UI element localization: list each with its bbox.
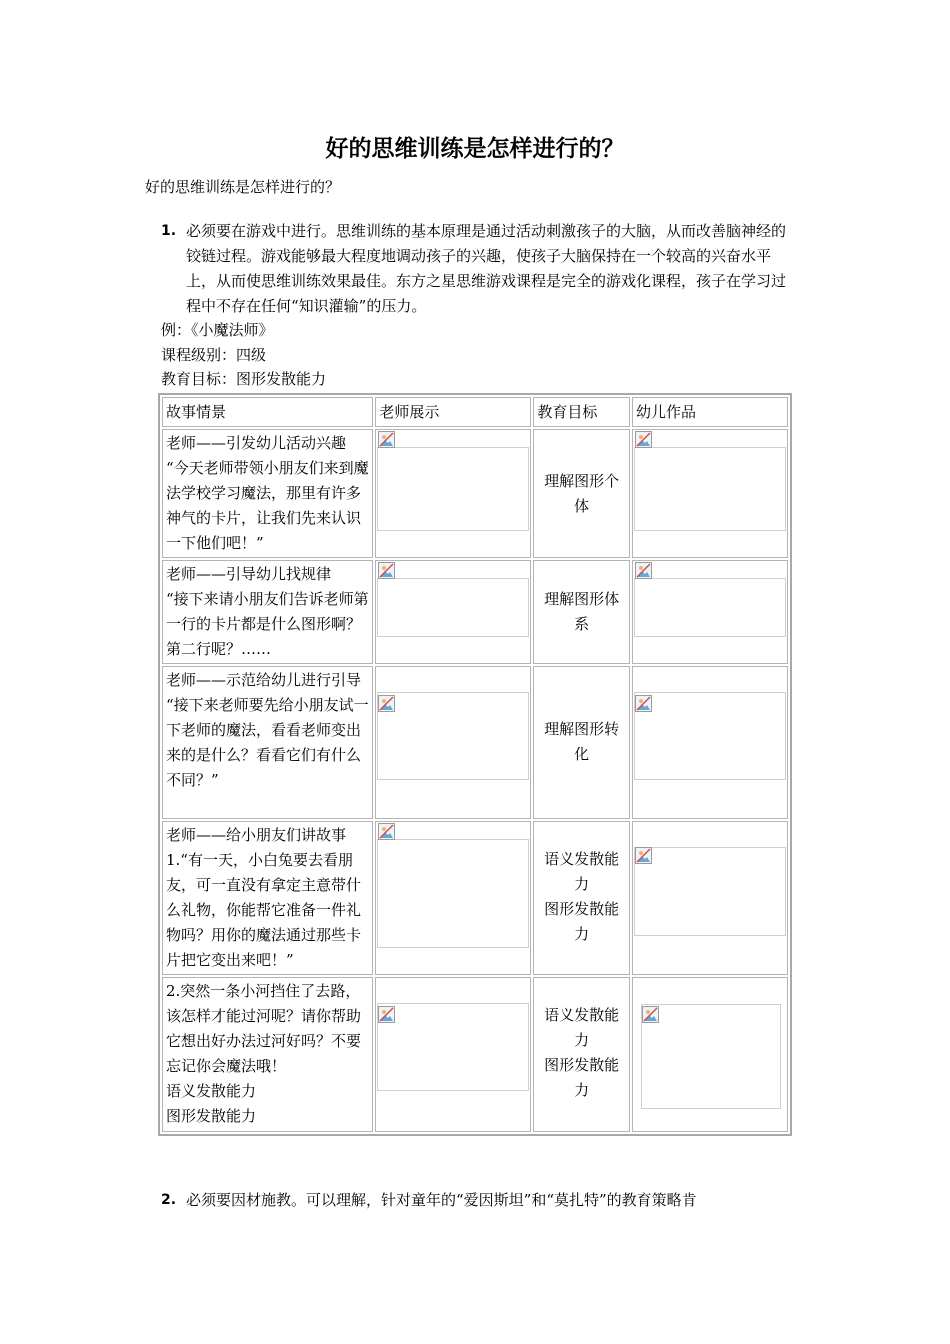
story-cell: 老师——引导幼儿找规律 “接下来请小朋友们告诉老师第一行的卡片都是什么图形啊？第二行呢？…… [162,560,373,664]
table-row [162,560,788,664]
story-table [158,393,792,1136]
child-image-cell [632,977,788,1132]
list-number: 2. [161,1192,177,1208]
child-image-cell [632,560,788,664]
story-cell: 老师——示范给幼儿进行引导 “接下来老师要先给小朋友试一下老师的魔法，看看老师变出来的是什么？看看它们有什么不同？” [162,666,373,819]
teacher-image-cell [375,429,531,558]
broken-image-icon [642,1006,659,1023]
table-row [162,429,788,558]
list-item-1 [161,219,793,319]
table-row [162,821,788,975]
table-row [162,977,788,1132]
table-header-row [162,397,788,427]
header-teacher-display: 老师展示 [375,397,531,427]
teacher-image-cell [375,977,531,1132]
child-image-cell [632,821,788,975]
page-title: 好的思维训练是怎样进行的？ [325,136,625,162]
child-image-cell [632,666,788,819]
header-story: 故事情景 [162,397,373,427]
story-cell: 老师——给小朋友们讲故事 1.“有一天，小白兔要去看朋友，可一直没有拿定主意带什么礼物，你能帮它准备一件礼物吗？用你的魔法通过那些卡片把它变出来吧！” [162,821,373,975]
header-education-goal: 教育目标 [533,397,630,427]
page-subtitle: 好的思维训练是怎样进行的？ [145,178,341,196]
broken-image-icon [378,1006,395,1023]
header-child-work: 幼儿作品 [632,397,788,427]
goal-cell: 语义发散能力 图形发散能力 [533,977,630,1132]
teacher-image-cell [375,560,531,664]
broken-image-icon [635,847,652,864]
goal-cell: 语义发散能力 图形发散能力 [533,821,630,975]
broken-image-icon [378,823,395,840]
broken-image-icon [378,562,395,579]
broken-image-icon [378,431,395,448]
story-cell: 2.突然一条小河挡住了去路，该怎样才能过河呢？请你帮助它想出好办法过河好吗？不要忘记你会魔法哦！ 语义发散能力 图形发散能力 [162,977,373,1132]
broken-image-icon [635,695,652,712]
story-cell: 老师——引发幼儿活动兴趣 “今天老师带领小朋友们来到魔法学校学习魔法，那里有许多神气的卡片，让我们先来认识一下他们吧！” [162,429,373,558]
list-text: 必须要在游戏中进行。思维训练的基本原理是通过活动刺激孩子的大脑，从而改善脑神经的铰链过程。游戏能够最大程度地调动孩子的兴趣，使孩子大脑保持在一个较高的兴奋水平上，从而使思维训练效果最佳。东方之星思维游戏课程是完全的游戏化课程，孩子在学习过程中不存在任何“知识灌输”的压力。 [186,222,787,315]
broken-image-icon [378,695,395,712]
teacher-image-cell [375,821,531,975]
child-image-cell [632,429,788,558]
table-row [162,666,788,819]
teacher-image-cell [375,666,531,819]
goal-cell: 理解图形个体 [533,429,630,558]
list-text: 必须要因材施教。可以理解，针对童年的“爱因斯坦”和“莫扎特”的教育策略肯 [186,1191,697,1209]
course-level-line: 课程级别：四级 [161,346,267,364]
education-goal-line: 教育目标：图形发散能力 [161,370,327,388]
broken-image-icon [635,562,652,579]
broken-image-icon [635,431,652,448]
list-item-2 [161,1188,793,1213]
list-number: 1. [161,223,177,239]
example-line: 例：《小魔法师》 [161,321,274,339]
goal-cell: 理解图形体系 [533,560,630,664]
goal-cell: 理解图形转化 [533,666,630,819]
